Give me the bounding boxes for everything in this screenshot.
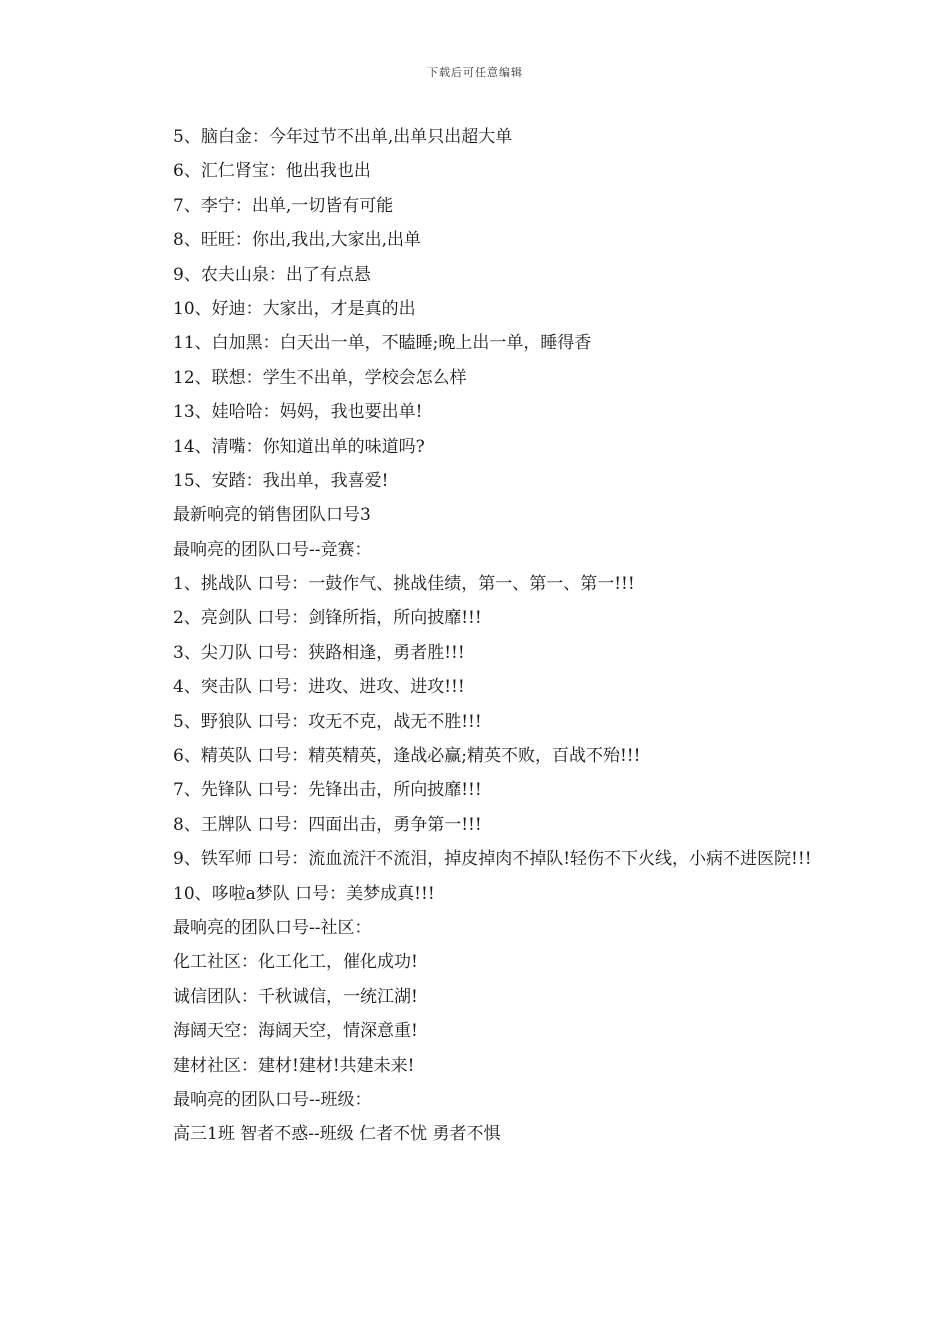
text-line: 5、野狼队 口号：攻无不克，战无不胜!!!: [173, 711, 482, 732]
section-heading: 最响亮的团队口号--班级：: [173, 1089, 372, 1110]
text-line: 3、尖刀队 口号：狭路相逢，勇者胜!!!: [173, 642, 465, 663]
text-line: 9、农夫山泉：出了有点悬: [173, 264, 371, 285]
text-line: 10、好迪：大家出，才是真的出: [173, 298, 416, 319]
text-line: 12、联想：学生不出单，学校会怎么样: [173, 367, 467, 388]
text-line: 1、挑战队 口号：一鼓作气、挑战佳绩，第一、第一、第一!!!: [173, 574, 635, 595]
text-line: 8、王牌队 口号：四面出击，勇争第一!!!: [173, 814, 482, 835]
section-heading: 最响亮的团队口号--社区：: [173, 918, 372, 938]
text-line: 13、娃哈哈：妈妈，我也要出单!: [173, 402, 423, 423]
section-heading: 最新响亮的销售团队口号3: [173, 505, 371, 526]
text-line: 9、铁军师 口号：流血流汗不流泪，掉皮掉肉不掉队!轻伤不下火线，小病不进医院!!!: [173, 849, 812, 870]
text-line: 10、哆啦a梦队 口号：美梦成真!!!: [173, 883, 435, 904]
text-line: 建材社区：建材!建材!共建未来!: [173, 1055, 415, 1076]
text-line: 高三1班 智者不惑--班级 仁者不忧 勇者不惧: [173, 1124, 501, 1145]
text-line: 6、精英队 口号：精英精英，逢战必赢;精英不败，百战不殆!!!: [173, 746, 641, 767]
text-line: 化工社区：化工化工，催化成功!: [173, 952, 418, 973]
text-line: 5、脑白金：今年过节不出单,出单只出超大单: [173, 127, 513, 147]
text-line: 15、安踏：我出单，我喜爱!: [173, 470, 389, 491]
text-line: 11、白加黑：白天出一单，不瞌睡;晚上出一单，睡得香: [173, 333, 592, 354]
text-line: 14、清嘴：你知道出单的味道吗?: [173, 436, 425, 457]
text-line: 6、汇仁肾宝：他出我也出: [173, 161, 371, 182]
text-line: 4、突击队 口号：进攻、进攻、进攻!!!: [173, 677, 465, 698]
section-heading: 最响亮的团队口号--竞赛：: [173, 539, 372, 560]
text-line: 2、亮剑队 口号：剑锋所指，所向披靡!!!: [173, 608, 482, 629]
page-header: 下载后可任意编辑: [427, 66, 523, 79]
document-body: [144, 120, 814, 1152]
text-line: 海阔天空：海阔天空，情深意重!: [173, 1021, 418, 1042]
text-line: 7、李宁：出单,一切皆有可能: [173, 195, 394, 216]
text-line: 8、旺旺：你出,我出,大家出,出单: [173, 230, 422, 251]
text-line: 诚信团队：千秋诚信，一统江湖!: [173, 986, 418, 1007]
text-line: 7、先锋队 口号：先锋出击，所向披靡!!!: [173, 780, 482, 801]
